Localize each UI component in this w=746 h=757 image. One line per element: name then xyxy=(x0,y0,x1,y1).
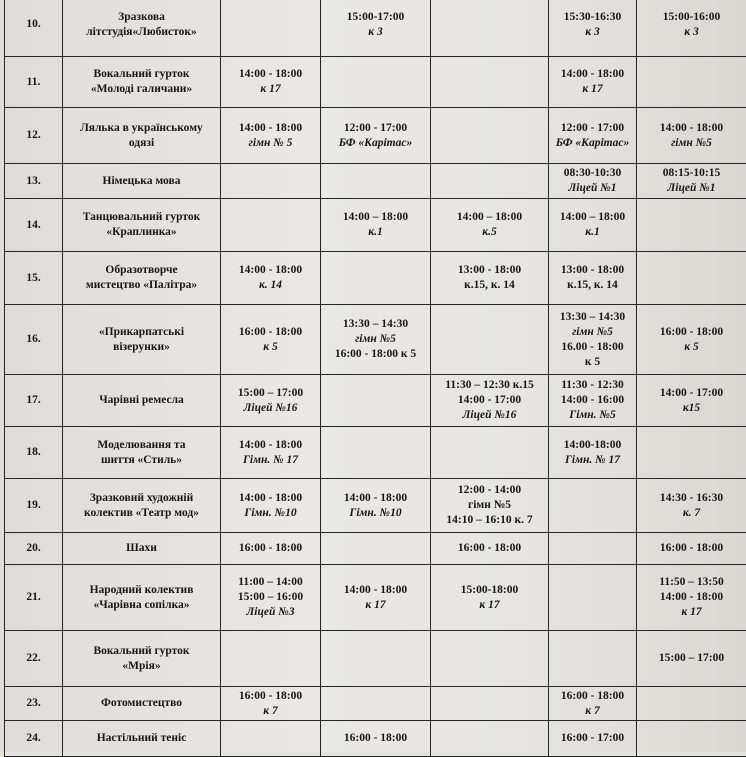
activity-name-line: одязі xyxy=(65,136,218,151)
schedule-cell-day-1 xyxy=(221,565,321,631)
time-label: 13:00 - 18:00 xyxy=(433,263,546,278)
schedule-cell-day-4 xyxy=(549,631,637,687)
time-label: к 5 xyxy=(551,355,634,370)
schedule-cell-day-5 xyxy=(637,164,746,199)
room-label: гімн №5 xyxy=(323,332,428,347)
table-row xyxy=(5,687,746,721)
activity-name xyxy=(63,479,221,533)
time-label: 16.00 - 18:00 xyxy=(551,340,634,355)
table-row xyxy=(5,57,746,108)
time-label: 16:00 - 17:00 xyxy=(551,731,634,746)
schedule-cell-day-4 xyxy=(549,375,637,427)
room-label: к 17 xyxy=(639,605,744,620)
activity-name-line: «Мрія» xyxy=(65,659,218,674)
time-label: 14:00 – 18:00 xyxy=(433,210,546,225)
room-label: Гімн. №10 xyxy=(223,506,318,521)
schedule-cell-day-2 xyxy=(321,533,431,565)
schedule-cell-day-1 xyxy=(221,721,321,757)
activity-name-line: Танцювальний гурток xyxy=(65,210,218,225)
time-label: 15:00 – 17:00 xyxy=(223,386,318,401)
table-row xyxy=(5,0,746,57)
time-label: 12:00 - 17:00 xyxy=(551,121,634,136)
schedule-body xyxy=(5,0,746,757)
schedule-cell-day-4 xyxy=(549,687,637,721)
time-label: 15:00 – 17:00 xyxy=(639,651,744,666)
table-row xyxy=(5,164,746,199)
schedule-cell-day-1 xyxy=(221,479,321,533)
room-label: Ліцей №1 xyxy=(551,181,634,196)
schedule-cell-day-3 xyxy=(431,479,549,533)
activity-name xyxy=(63,305,221,375)
activity-name xyxy=(63,0,221,57)
row-number: 11. xyxy=(5,57,63,108)
time-label: 16:00 - 18:00 xyxy=(639,325,744,340)
time-label: 11:00 – 14:00 xyxy=(223,575,318,590)
schedule-cell-day-3 xyxy=(431,687,549,721)
schedule-cell-day-1 xyxy=(221,108,321,164)
activity-name xyxy=(63,375,221,427)
schedule-cell-day-1 xyxy=(221,533,321,565)
schedule-cell-day-3 xyxy=(431,721,549,757)
schedule-cell-day-2 xyxy=(321,199,431,252)
row-number: 17. xyxy=(5,375,63,427)
room-label: Ліцей №1 xyxy=(639,181,744,196)
activity-name-line: літстудія«Любисток» xyxy=(65,25,218,40)
activity-name-line: Вокальний гурток xyxy=(65,644,218,659)
schedule-cell-day-2 xyxy=(321,427,431,479)
activity-name-line: Народний колектив xyxy=(65,583,218,598)
activity-name xyxy=(63,57,221,108)
time-label: 14:00 - 18:00 xyxy=(323,583,428,598)
schedule-cell-day-4 xyxy=(549,479,637,533)
row-number: 18. xyxy=(5,427,63,479)
row-number: 12. xyxy=(5,108,63,164)
schedule-cell-day-2 xyxy=(321,375,431,427)
schedule-cell-day-5 xyxy=(637,108,746,164)
table-row xyxy=(5,721,746,757)
activity-name xyxy=(63,565,221,631)
table-row xyxy=(5,427,746,479)
table-row xyxy=(5,479,746,533)
room-label: к 3 xyxy=(639,25,744,40)
room-label: к. 7 xyxy=(639,506,744,521)
schedule-cell-day-3 xyxy=(431,305,549,375)
row-number: 22. xyxy=(5,631,63,687)
room-label: к 7 xyxy=(223,704,318,719)
activity-name xyxy=(63,533,221,565)
schedule-cell-day-3 xyxy=(431,0,549,57)
row-number: 16. xyxy=(5,305,63,375)
time-label: 16:00 - 18:00 xyxy=(551,689,634,704)
schedule-cell-day-4 xyxy=(549,427,637,479)
row-number: 24. xyxy=(5,721,63,757)
schedule-cell-day-3 xyxy=(431,533,549,565)
activity-name-line: Німецька мова xyxy=(65,174,218,189)
schedule-cell-day-5 xyxy=(637,57,746,108)
time-label: 14:00 - 17:00 xyxy=(433,393,546,408)
time-label: 14:00 - 16:00 xyxy=(551,393,634,408)
room-label: к 3 xyxy=(551,25,634,40)
schedule-cell-day-4 xyxy=(549,0,637,57)
time-label: к.15, к. 14 xyxy=(551,278,634,293)
activity-name xyxy=(63,721,221,757)
time-label: 11:30 - 12:30 xyxy=(551,378,634,393)
room-label: к.5 xyxy=(433,225,546,240)
time-label: 15:00 – 16:00 xyxy=(223,590,318,605)
row-number: 15. xyxy=(5,252,63,305)
time-label: 16:00 - 18:00 xyxy=(433,541,546,556)
schedule-cell-day-1 xyxy=(221,199,321,252)
schedule-cell-day-5 xyxy=(637,427,746,479)
time-label: 14:00 - 18:00 xyxy=(223,491,318,506)
table-row xyxy=(5,533,746,565)
room-label: Гімн. № 17 xyxy=(551,453,634,468)
activity-name-line: «Прикарпатські xyxy=(65,325,218,340)
activity-name xyxy=(63,199,221,252)
time-label: 14:00 - 18:00 xyxy=(639,121,744,136)
row-number: 21. xyxy=(5,565,63,631)
time-label: 13:30 – 14:30 xyxy=(323,317,428,332)
time-label: 16:00 - 18:00 к 5 xyxy=(323,347,428,362)
row-number: 20. xyxy=(5,533,63,565)
schedule-cell-day-3 xyxy=(431,57,549,108)
time-label: 14:00 - 17:00 xyxy=(639,386,744,401)
time-label: 13:30 – 14:30 xyxy=(551,310,634,325)
time-label: 14:00 - 18:00 xyxy=(639,590,744,605)
schedule-cell-day-1 xyxy=(221,252,321,305)
room-label: гімн № 5 xyxy=(223,136,318,151)
schedule-cell-day-1 xyxy=(221,631,321,687)
schedule-cell-day-2 xyxy=(321,687,431,721)
table-row xyxy=(5,305,746,375)
room-label: к15 xyxy=(639,401,744,416)
schedule-cell-day-3 xyxy=(431,375,549,427)
schedule-cell-day-4 xyxy=(549,533,637,565)
time-label: 15:00-17:00 xyxy=(323,10,428,25)
time-label: 15:00-18:00 xyxy=(433,583,546,598)
time-label: 08:15-10:15 xyxy=(639,166,744,181)
activity-name-line: Зразковий художній xyxy=(65,491,218,506)
room-label: к.1 xyxy=(551,225,634,240)
schedule-cell-day-4 xyxy=(549,108,637,164)
schedule-cell-day-2 xyxy=(321,479,431,533)
room-label: Гімн. №10 xyxy=(323,506,428,521)
time-label: 08:30-10:30 xyxy=(551,166,634,181)
schedule-cell-day-5 xyxy=(637,305,746,375)
time-label: 15:00-16:00 xyxy=(639,10,744,25)
schedule-cell-day-5 xyxy=(637,631,746,687)
activity-name-line: «Молоді галичани» xyxy=(65,82,218,97)
schedule-cell-day-1 xyxy=(221,375,321,427)
activity-name-line: Моделювання та xyxy=(65,438,218,453)
room-label: гімн №5 xyxy=(639,136,744,151)
schedule-cell-day-2 xyxy=(321,721,431,757)
table-row xyxy=(5,252,746,305)
schedule-cell-day-5 xyxy=(637,721,746,757)
schedule-cell-day-2 xyxy=(321,305,431,375)
table-row xyxy=(5,375,746,427)
activity-name xyxy=(63,108,221,164)
time-label: 16:00 - 18:00 xyxy=(323,731,428,746)
activity-name xyxy=(63,631,221,687)
schedule-cell-day-1 xyxy=(221,305,321,375)
activity-name-line: «Краплинка» xyxy=(65,225,218,240)
schedule-cell-day-4 xyxy=(549,305,637,375)
time-label: 14:00 – 18:00 xyxy=(323,210,428,225)
activity-name-line: Шахи xyxy=(65,541,218,556)
time-label: 14:00 - 18:00 xyxy=(223,263,318,278)
time-label: 14:30 - 16:30 xyxy=(639,491,744,506)
time-label: 11:50 – 13:50 xyxy=(639,575,744,590)
table-row xyxy=(5,565,746,631)
room-label: к 17 xyxy=(433,598,546,613)
time-label: 11:30 – 12:30 к.15 xyxy=(433,378,546,393)
time-label: 14:00 – 18:00 xyxy=(551,210,634,225)
schedule-cell-day-5 xyxy=(637,375,746,427)
schedule-cell-day-2 xyxy=(321,108,431,164)
schedule-cell-day-3 xyxy=(431,108,549,164)
activity-name-line: Фотомистецтво xyxy=(65,696,218,711)
activity-name-line: мистецтво «Палітра» xyxy=(65,278,218,293)
time-label: 12:00 - 14:00 xyxy=(433,483,546,498)
activity-name-line: Зразкова xyxy=(65,10,218,25)
activity-name-line: Чарівні ремесла xyxy=(65,393,218,408)
schedule-cell-day-2 xyxy=(321,252,431,305)
room-label: к 5 xyxy=(223,340,318,355)
room-label: к 7 xyxy=(551,704,634,719)
time-label: 13:00 - 18:00 xyxy=(551,263,634,278)
row-number: 10. xyxy=(5,0,63,57)
schedule-cell-day-1 xyxy=(221,57,321,108)
table-row xyxy=(5,631,746,687)
activity-name-line: Образотворче xyxy=(65,263,218,278)
room-label: БФ «Карітас» xyxy=(551,136,634,151)
schedule-table xyxy=(4,0,746,757)
schedule-cell-day-4 xyxy=(549,57,637,108)
activity-name xyxy=(63,687,221,721)
schedule-cell-day-2 xyxy=(321,565,431,631)
activity-name-line: «Чарівна сопілка» xyxy=(65,598,218,613)
activity-name-line: Вокальний гурток xyxy=(65,67,218,82)
room-label: гімн №5 xyxy=(551,325,634,340)
row-number: 13. xyxy=(5,164,63,199)
schedule-cell-day-3 xyxy=(431,565,549,631)
room-label: к 3 xyxy=(323,25,428,40)
schedule-cell-day-3 xyxy=(431,427,549,479)
activity-name xyxy=(63,164,221,199)
room-label: Ліцей №3 xyxy=(223,605,318,620)
room-label: к 17 xyxy=(323,598,428,613)
schedule-cell-day-4 xyxy=(549,199,637,252)
schedule-cell-day-3 xyxy=(431,199,549,252)
time-label: 14:00 - 18:00 xyxy=(551,67,634,82)
time-label: к.15, к. 14 xyxy=(433,278,546,293)
activity-name-line: Лялька в українському xyxy=(65,121,218,136)
room-label: к. 14 xyxy=(223,278,318,293)
schedule-cell-day-5 xyxy=(637,533,746,565)
schedule-cell-day-2 xyxy=(321,0,431,57)
schedule-cell-day-5 xyxy=(637,0,746,57)
room-label: Ліцей №16 xyxy=(223,401,318,416)
room-label: Ліцей №16 xyxy=(433,408,546,423)
activity-name-line: колектив «Театр мод» xyxy=(65,506,218,521)
room-label: Гімн. №5 xyxy=(551,408,634,423)
schedule-cell-day-3 xyxy=(431,164,549,199)
schedule-cell-day-1 xyxy=(221,427,321,479)
activity-name-line: шиття «Стиль» xyxy=(65,453,218,468)
activity-name xyxy=(63,427,221,479)
time-label: 14:10 – 16:10 к. 7 xyxy=(433,513,546,528)
schedule-cell-day-5 xyxy=(637,479,746,533)
table-row xyxy=(5,199,746,252)
schedule-cell-day-1 xyxy=(221,687,321,721)
time-label: гімн №5 xyxy=(433,498,546,513)
schedule-cell-day-1 xyxy=(221,164,321,199)
time-label: 14:00 - 18:00 xyxy=(223,438,318,453)
schedule-cell-day-4 xyxy=(549,565,637,631)
room-label: к 5 xyxy=(639,340,744,355)
room-label: к 17 xyxy=(551,82,634,97)
room-label: Гімн. № 17 xyxy=(223,453,318,468)
activity-name-line: Настільний теніс xyxy=(65,731,218,746)
room-label: БФ «Карітас» xyxy=(323,136,428,151)
row-number: 23. xyxy=(5,687,63,721)
time-label: 16:00 - 18:00 xyxy=(223,689,318,704)
row-number: 14. xyxy=(5,199,63,252)
schedule-cell-day-5 xyxy=(637,565,746,631)
time-label: 16:00 - 18:00 xyxy=(639,541,744,556)
schedule-cell-day-5 xyxy=(637,687,746,721)
schedule-cell-day-5 xyxy=(637,252,746,305)
time-label: 16:00 - 18:00 xyxy=(223,325,318,340)
time-label: 14:00 - 18:00 xyxy=(223,67,318,82)
time-label: 16:00 - 18:00 xyxy=(223,541,318,556)
room-label: к 17 xyxy=(223,82,318,97)
time-label: 15:30-16:30 xyxy=(551,10,634,25)
time-label: 14:00 - 18:00 xyxy=(323,491,428,506)
schedule-cell-day-4 xyxy=(549,721,637,757)
room-label: к.1 xyxy=(323,225,428,240)
schedule-cell-day-4 xyxy=(549,164,637,199)
table-row xyxy=(5,108,746,164)
time-label: 14:00-18:00 xyxy=(551,438,634,453)
activity-name-line: візерунки» xyxy=(65,340,218,355)
schedule-cell-day-3 xyxy=(431,631,549,687)
schedule-cell-day-2 xyxy=(321,164,431,199)
schedule-cell-day-2 xyxy=(321,57,431,108)
activity-name xyxy=(63,252,221,305)
schedule-cell-day-2 xyxy=(321,631,431,687)
time-label: 14:00 - 18:00 xyxy=(223,121,318,136)
schedule-cell-day-5 xyxy=(637,199,746,252)
schedule-cell-day-3 xyxy=(431,252,549,305)
schedule-cell-day-4 xyxy=(549,252,637,305)
row-number: 19. xyxy=(5,479,63,533)
time-label: 12:00 - 17:00 xyxy=(323,121,428,136)
schedule-cell-day-1 xyxy=(221,0,321,57)
